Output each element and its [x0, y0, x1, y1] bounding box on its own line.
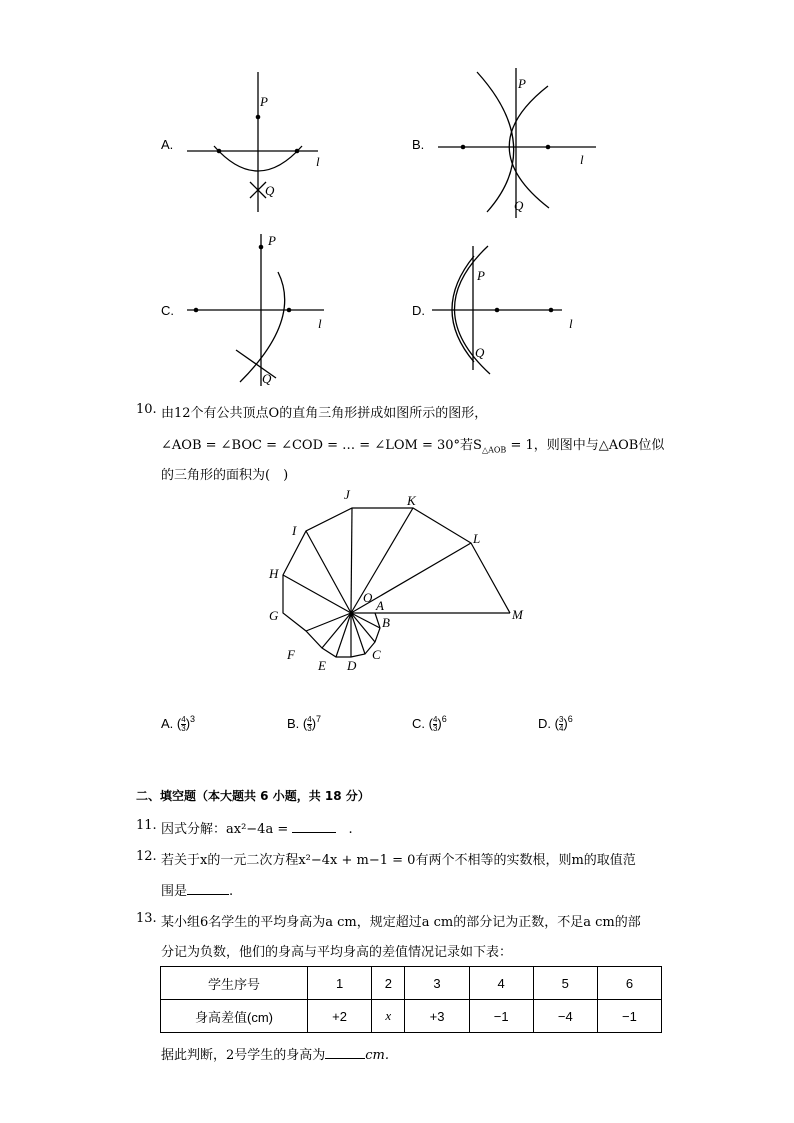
- q12-number: 12.: [136, 849, 157, 864]
- q11-answer-blank[interactable]: [292, 832, 336, 833]
- section-2-title: 二、填空题（本大题共 6 小题，共 18 分）: [136, 789, 370, 803]
- q13-line-3: [161, 1044, 389, 1063]
- q10-option-d-num: 3: [558, 715, 564, 725]
- q10-option-d-den: 4: [558, 724, 564, 734]
- q11-number: 11.: [136, 818, 157, 833]
- q12-answer-blank[interactable]: [187, 894, 229, 895]
- q10-label-c: C: [372, 647, 381, 662]
- q9-d-label-q: Q: [475, 345, 485, 360]
- q10-option-a-fraction: [181, 716, 185, 733]
- q11-end: .: [348, 822, 353, 837]
- q10-option-c: C. ( $\frac{4}{3}$ )$^6$: [412, 714, 447, 734]
- q9-option-b-letter: B.: [412, 137, 425, 152]
- q10-line-2-sub: △AOB: [481, 445, 507, 455]
- q13-header-cell: 5: [533, 967, 597, 1000]
- q13-value-cell: −1: [469, 1000, 533, 1033]
- q9-option-a-letter: A.: [161, 137, 174, 152]
- q10-option-a-letter: A.: [161, 716, 174, 731]
- q10-option-a: A. ( $\frac{4}{3}$ )$^3$: [161, 714, 196, 734]
- q10-line-3: 的三角形的面积为( ): [161, 468, 289, 483]
- q10-option-a-den: 3: [181, 724, 186, 734]
- q10-label-e: E: [318, 658, 326, 673]
- q10-option-c-num: 4: [432, 715, 438, 725]
- q10-option-a-exp: 3: [190, 714, 196, 724]
- q11-text: 因式分解：ax²−4a =: [161, 822, 293, 837]
- q13-table-value-row: [161, 1000, 662, 1033]
- q10-option-b-fraction: [307, 716, 311, 733]
- q13-value-cell: x: [372, 1000, 405, 1033]
- q9-option-c-letter: C.: [161, 303, 174, 318]
- q10-label-f: F: [287, 647, 295, 662]
- q11-line: [161, 818, 353, 837]
- q10-line-2-rest: = 1，则图中与△AOB位似: [506, 438, 665, 453]
- q13-header-cell: 3: [405, 967, 469, 1000]
- q10-option-b-den: 3: [307, 724, 312, 734]
- q12-line-2-text: 围是: [161, 884, 188, 899]
- q10-line-2-main: ∠AOB = ∠BOC = ∠COD = … = ∠LOM = 30°若S: [161, 438, 482, 453]
- q13-line-2: 分记为负数，他们的身高与平均身高的差值情况记录如下表：: [161, 945, 513, 960]
- q10-label-m: M: [512, 607, 523, 622]
- q13-value-cell: −4: [533, 1000, 597, 1033]
- q10-label-l: L: [473, 531, 481, 546]
- q10-label-d: D: [347, 658, 357, 673]
- q9-c-label-l: l: [318, 316, 322, 331]
- q10-option-d-letter: D.: [538, 716, 551, 731]
- q10-option-d-exp: 6: [567, 714, 573, 724]
- q12-line-1: 若关于x的一元二次方程x²−4x + m−1 = 0有两个不相等的实数根，则m的取值范: [161, 853, 636, 868]
- q9-d-label-l: l: [569, 316, 573, 331]
- q13-header-cell: 学生序号: [161, 967, 308, 1000]
- q13-value-cell: +2: [308, 1000, 372, 1033]
- q10-label-j: J: [344, 487, 350, 502]
- q10-option-c-letter: C.: [412, 716, 425, 731]
- q13-line-1: 某小组6名学生的平均身高为a cm，规定超过a cm的部分记为正数，不足a cm的部: [161, 915, 641, 930]
- q13-value-cell: +3: [405, 1000, 469, 1033]
- q13-header-cell: 4: [469, 967, 533, 1000]
- q13-header-cell: 6: [597, 967, 661, 1000]
- q10-option-c-fraction: [433, 716, 437, 733]
- q10-option-d-fraction: [559, 716, 563, 733]
- q10-option-b-exp: 7: [316, 714, 322, 724]
- q10-label-k: K: [407, 493, 416, 508]
- q9-b-label-l: l: [580, 152, 584, 167]
- q12-line-2-end: .: [229, 884, 234, 899]
- q9-d-label-p: P: [477, 268, 485, 283]
- q12-line-2: [161, 880, 233, 899]
- q13-answer-blank[interactable]: [325, 1058, 365, 1059]
- q9-c-label-q: Q: [262, 371, 272, 386]
- q10-option-b-letter: B.: [287, 716, 300, 731]
- q10-label-i: I: [292, 523, 297, 538]
- q10-number: 10.: [136, 402, 157, 417]
- q10-option-c-den: 3: [432, 724, 438, 734]
- q10-option-b-num: 4: [307, 715, 312, 725]
- q13-header-cell: 1: [308, 967, 372, 1000]
- q9-option-d-letter: D.: [412, 303, 425, 318]
- q10-label-b: B: [382, 615, 390, 630]
- q10-line-1: 由12个有公共顶点O的直角三角形拼成如图所示的图形，: [161, 406, 488, 421]
- q10-option-b: B. ( $\frac{4}{3}$ )$^7$: [287, 714, 322, 734]
- q13-line-3-text: 据此判断，2号学生的身高为: [161, 1048, 326, 1063]
- q13-table-header-row: [161, 967, 662, 1000]
- q13-number: 13.: [136, 911, 157, 926]
- q10-option-d: D. ( $\frac{3}{4}$ )$^6$: [538, 714, 573, 734]
- q10-label-g: G: [269, 608, 279, 623]
- q9-b-label-q: Q: [514, 198, 524, 213]
- q13-value-cell: 身高差值(cm): [161, 1000, 308, 1033]
- q10-option-a-num: 4: [181, 715, 186, 725]
- q13-header-cell: 2: [372, 967, 405, 1000]
- q10-option-c-exp: 6: [441, 714, 447, 724]
- q9-b-label-p: P: [518, 76, 526, 91]
- q10-label-a: A: [376, 598, 384, 613]
- q13-height-table: [160, 966, 662, 1033]
- q13-value-cell: −1: [597, 1000, 661, 1033]
- q9-a-label-l: l: [316, 154, 320, 169]
- q10-label-o: O: [363, 590, 373, 605]
- q13-line-3-end: cm.: [365, 1048, 390, 1063]
- q9-c-label-p: P: [268, 233, 276, 248]
- q9-a-label-p: P: [260, 94, 268, 109]
- q9-a-label-q: Q: [265, 183, 275, 198]
- q10-label-h: H: [269, 566, 279, 581]
